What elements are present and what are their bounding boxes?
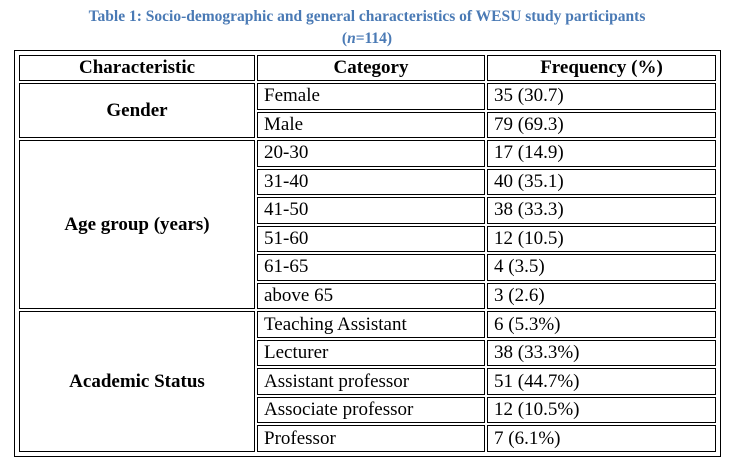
caption-n-variable: n: [347, 30, 356, 47]
caption-n-value: =114): [355, 30, 393, 47]
table-row: [19, 83, 716, 110]
frequency-cell: 17 (14.9): [487, 140, 716, 167]
frequency-cell: 79 (69.3): [487, 112, 716, 139]
characteristic-cell: Age group (years): [19, 140, 255, 309]
category-cell: Teaching Assistant: [257, 311, 485, 338]
characteristic-cell: Academic Status: [19, 311, 255, 452]
category-cell: 20-30: [257, 140, 485, 167]
frequency-cell: 38 (33.3): [487, 197, 716, 224]
frequency-cell: 7 (6.1%): [487, 425, 716, 452]
category-cell: 41-50: [257, 197, 485, 224]
table-frame: [14, 50, 721, 457]
frequency-cell: 38 (33.3%): [487, 340, 716, 367]
frequency-cell: 12 (10.5): [487, 226, 716, 253]
frequency-cell: 6 (5.3%): [487, 311, 716, 338]
table-header-row: [19, 55, 716, 81]
category-cell: Lecturer: [257, 340, 485, 367]
table-caption-sample-size: [0, 29, 734, 49]
category-cell: 31-40: [257, 169, 485, 196]
frequency-cell: 35 (30.7): [487, 83, 716, 110]
frequency-cell: 3 (2.6): [487, 283, 716, 310]
header-category: Category: [257, 55, 485, 81]
frequency-cell: 40 (35.1): [487, 169, 716, 196]
header-frequency: Frequency (%): [487, 55, 716, 81]
table-body: [19, 83, 716, 452]
table-caption-title: Table 1: Socio-demographic and general characteristics of WESU study participants: [88, 8, 646, 25]
characteristic-cell: Gender: [19, 83, 255, 138]
category-cell: Professor: [257, 425, 485, 452]
table-row: [19, 140, 716, 167]
category-cell: 51-60: [257, 226, 485, 253]
frequency-cell: 51 (44.7%): [487, 368, 716, 395]
category-cell: Female: [257, 83, 485, 110]
header-characteristic: Characteristic: [19, 55, 255, 81]
category-cell: above 65: [257, 283, 485, 310]
caption-paren-open: (: [341, 30, 348, 47]
frequency-cell: 4 (3.5): [487, 254, 716, 281]
frequency-cell: 12 (10.5%): [487, 397, 716, 424]
category-cell: Male: [257, 112, 485, 139]
characteristics-table: [17, 53, 718, 454]
category-cell: Assistant professor: [257, 368, 485, 395]
table-row: [19, 311, 716, 338]
category-cell: 61-65: [257, 254, 485, 281]
category-cell: Associate professor: [257, 397, 485, 424]
